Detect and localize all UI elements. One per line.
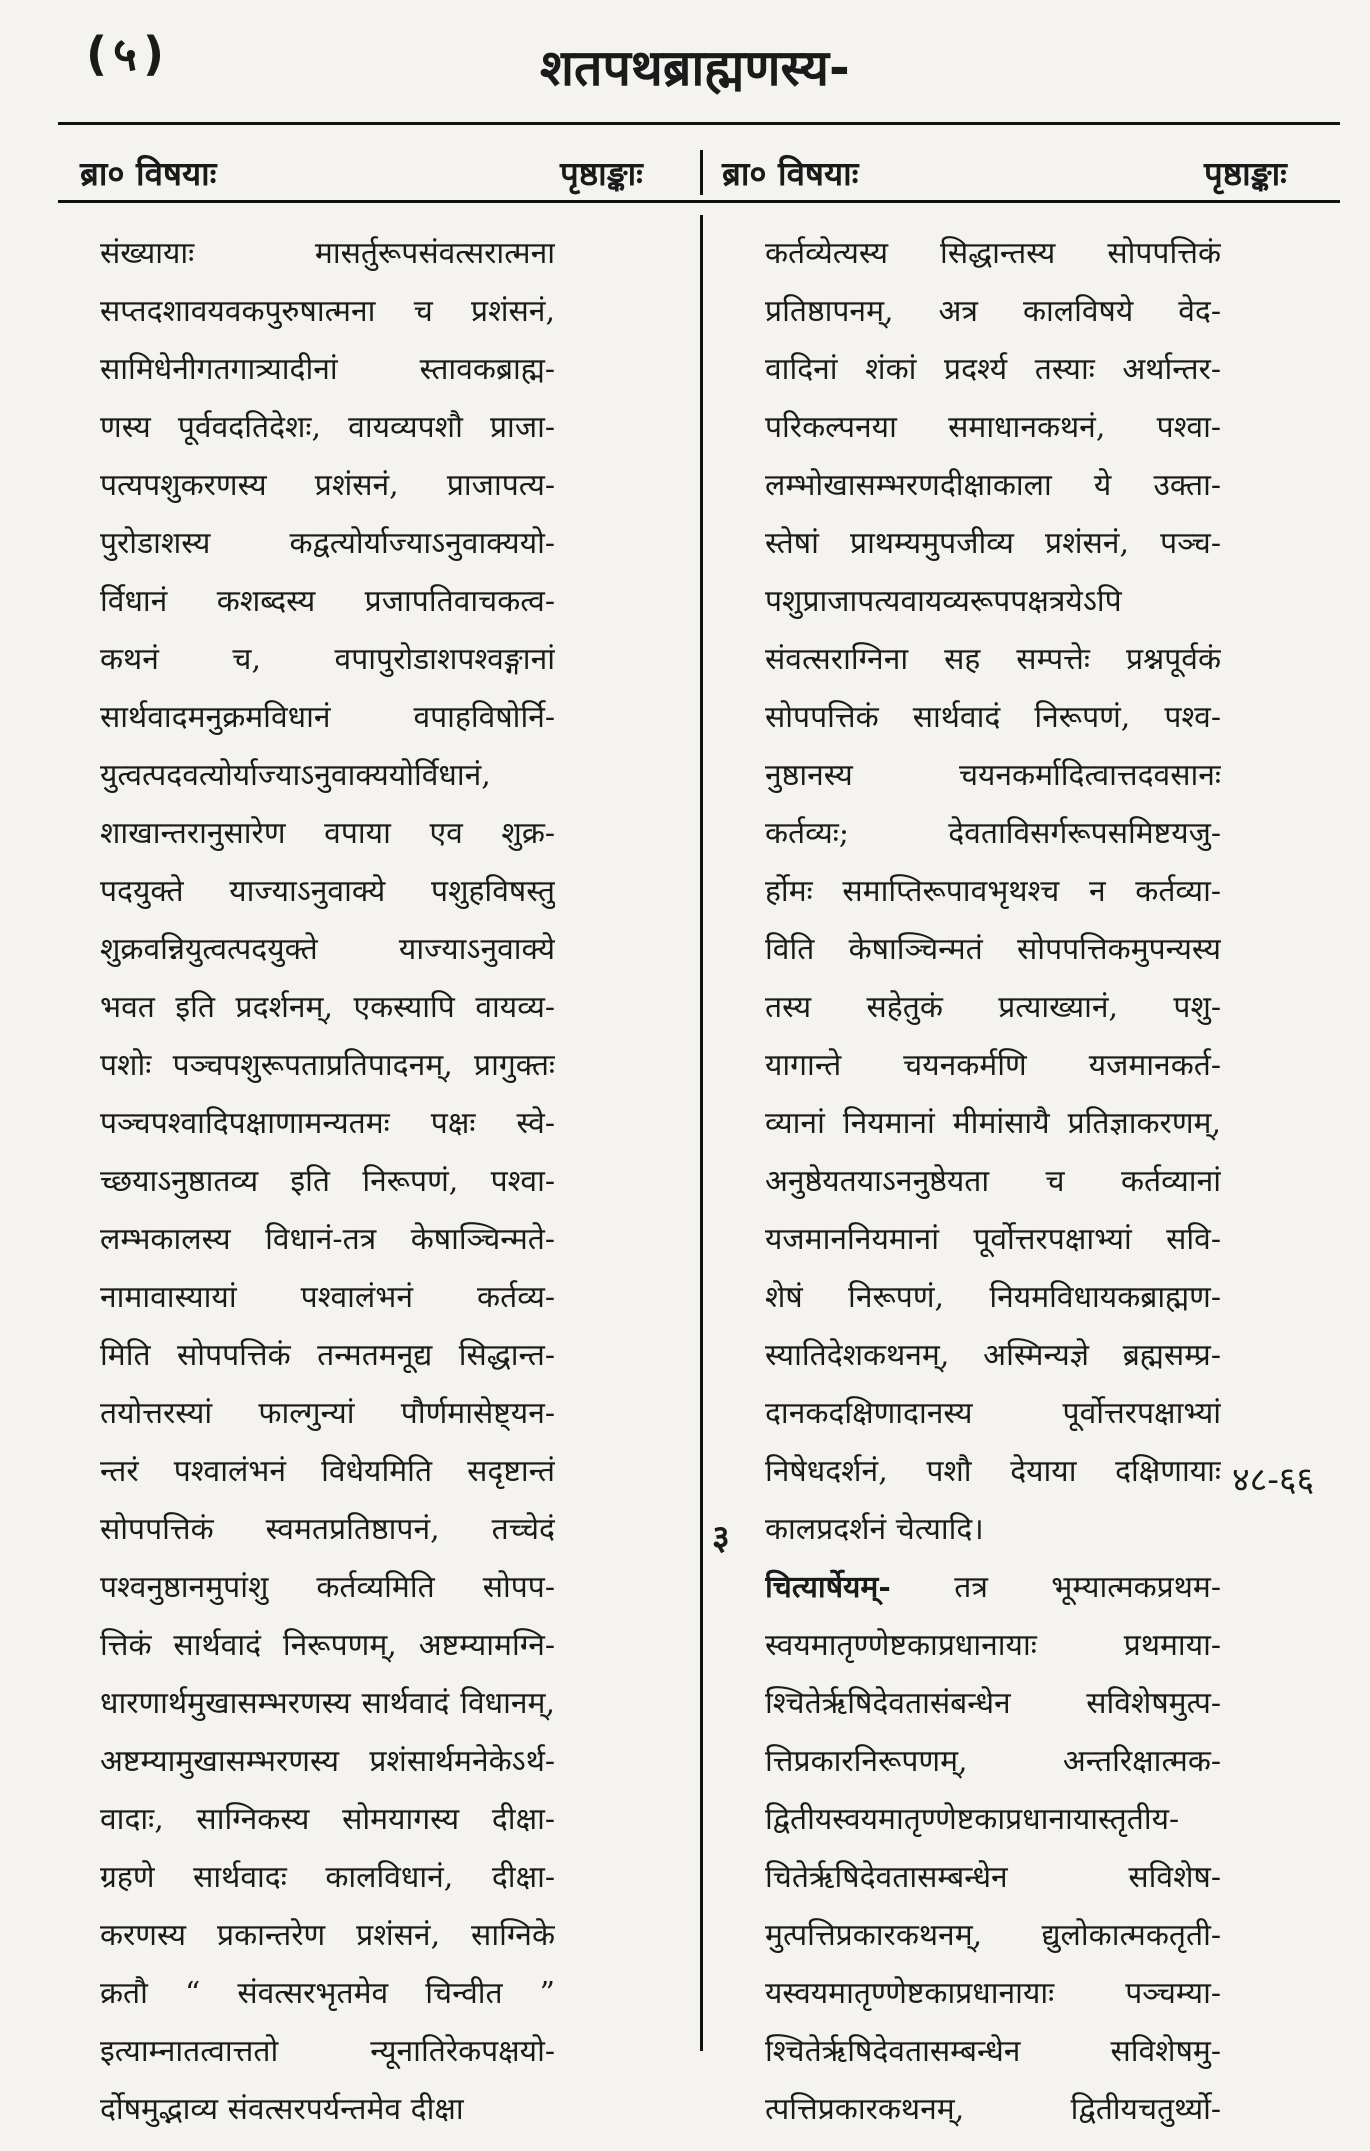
text-line: वादाः, साग्निकस्य सोमयागस्य दीक्षा- bbox=[100, 1802, 555, 1837]
text-line: शाखान्तरानुसारेण वपाया एव शुक्र- bbox=[100, 816, 555, 851]
left-column bbox=[100, 225, 555, 2139]
text-line: शुक्रवन्नियुत्वत्पदयुक्ते याज्याऽनुवाक्ये bbox=[100, 932, 555, 967]
text-line: यस्वयमातृण्णेष्टकाप्रधानायाः पञ्चम्या- bbox=[765, 1976, 1221, 2011]
text-line: न्तरं पश्वालंभनं विधेयमिति सदृष्टान्तं bbox=[100, 1454, 555, 1489]
text-line: वादिनां शंकां प्रदर्श्य तस्याः अर्थान्तर- bbox=[765, 352, 1221, 387]
text-line: पश्वनुष्ठानमुपांशु कर्तव्यमिति सोपप- bbox=[100, 1570, 555, 1605]
text-line: र्होमः समाप्तिरूपावभृथश्च न कर्तव्या- bbox=[765, 874, 1221, 909]
running-title: शतपथब्राह्मणस्य- bbox=[540, 39, 850, 97]
text-line: र्दोषमुद्भाव्य संवत्सरपर्यन्तमेव दीक्षा bbox=[100, 2092, 464, 2127]
text-line: इत्याम्नातत्वात्ततो न्यूनातिरेकपक्षयो- bbox=[100, 2034, 555, 2069]
text-line: सार्थवादमनुक्रमविधानं वपाहविषोर्नि- bbox=[100, 700, 555, 735]
text-line: र्विधानं कशब्दस्य प्रजापतिवाचकत्व- bbox=[100, 584, 555, 619]
text-line: भवत इति प्रदर्शनम्, एकस्यापि वायव्य- bbox=[100, 990, 555, 1025]
text-line: पशोः पञ्चपशुरूपताप्रतिपादनम्, प्रागुक्तः bbox=[100, 1048, 555, 1083]
text-line: लम्भोखासम्भरणदीक्षाकाला ये उक्ता- bbox=[765, 468, 1221, 503]
text-line: लम्भकालस्य विधानं-तत्र केषाञ्चिन्मते- bbox=[100, 1222, 555, 1257]
text-line: कालप्रदर्शनं चेत्यादि। bbox=[765, 1512, 984, 1547]
text-line: परिकल्पनया समाधानकथनं, पश्वा- bbox=[765, 410, 1221, 445]
text-line: संख्यायाः मासर्तुरूपसंवत्सरात्मना bbox=[100, 236, 555, 271]
text-line: करणस्य प्रकान्तरेण प्रशंसनं, साग्निके bbox=[100, 1918, 555, 1953]
left-column-header-number: ब्रा० विषयाः bbox=[80, 154, 217, 193]
text-line: नुष्ठानस्य चयनकर्मादित्वात्तदवसानः bbox=[765, 758, 1221, 793]
text-line: कथनं च, वपापुरोडाशपश्वङ्गानां bbox=[100, 642, 555, 677]
page-range-reference: ४८-६६ bbox=[1232, 1460, 1315, 1500]
text-line: सप्तदशावयवकपुरुषात्मना च प्रशंसनं, bbox=[100, 294, 555, 329]
text-line: पदयुक्ते याज्याऽनुवाक्ये पशुहविषस्तु bbox=[100, 874, 555, 909]
text-line: चितेर्ऋषिदेवतासम्बन्धेन सविशेष- bbox=[765, 1860, 1221, 1895]
text-line: क्रतौ “ संवत्सरभृतमेव चिन्वीत ” bbox=[100, 1976, 555, 2011]
header-divider bbox=[700, 150, 703, 195]
text-line: व्यानां नियमानां मीमांसायै प्रतिज्ञाकरणम्, bbox=[765, 1106, 1221, 1141]
text-line: त्पत्तिप्रकारकथनम्, द्वितीयचतुर्थ्यो- bbox=[765, 2092, 1221, 2127]
text-line: स्तेषां प्राथम्यमुपजीव्य प्रशंसनं, पञ्च- bbox=[765, 526, 1221, 561]
text-line: यागान्ते चयनकर्मणि यजमानकर्त- bbox=[765, 1048, 1221, 1083]
text-line: पुरोडाशस्य कद्वत्योर्याज्याऽनुवाक्ययो- bbox=[100, 526, 555, 561]
text-line: शेषं निरूपणं, नियमविधायकब्राह्मण- bbox=[765, 1280, 1221, 1315]
text-line: णस्य पूर्ववदतिदेशः, वायव्यपशौ प्राजा- bbox=[100, 410, 555, 445]
text-line: पशुप्राजापत्यवायव्यरूपपक्षत्रयेऽपि bbox=[765, 584, 1122, 619]
text-line: कर्तव्यः; देवताविसर्गरूपसमिष्टयजु- bbox=[765, 816, 1221, 851]
text-line: सोपपत्तिकं सार्थवादं निरूपणं, पश्व- bbox=[765, 700, 1221, 735]
section-heading: चित्यार्षेयम्- bbox=[765, 1570, 891, 1605]
right-column-header-number: ब्रा० विषयाः bbox=[722, 154, 859, 193]
section-heading-text: तत्र भूम्यात्मकप्रथम- bbox=[954, 1570, 1221, 1605]
text-line: प्रतिष्ठापनम्, अत्र कालविषये वेद- bbox=[765, 294, 1221, 329]
text-line: स्यातिदेशकथनम्, अस्मिन्यज्ञे ब्रह्मसम्प्र- bbox=[765, 1338, 1221, 1373]
header-bottom-rule bbox=[58, 200, 1340, 203]
text-line: निषेधदर्शनं, पशौ देयाया दक्षिणायाः bbox=[765, 1454, 1221, 1489]
text-line: संवत्सराग्निना सह सम्पत्तेः प्रश्नपूर्वकं bbox=[765, 642, 1221, 677]
right-column-header-pages: पृष्ठाङ्काः bbox=[1204, 154, 1287, 193]
text-line: तस्य सहेतुकं प्रत्याख्यानं, पशु- bbox=[765, 990, 1221, 1025]
text-line: युत्वत्पदवत्योर्याज्याऽनुवाक्ययोर्विधानं, bbox=[100, 758, 491, 793]
page-number: (५) bbox=[86, 27, 170, 81]
text-line: यजमाननियमानां पूर्वोत्तरपक्षाभ्यां सवि- bbox=[765, 1222, 1221, 1257]
text-line: द्वितीयस्वयमातृण्णेष्टकाप्रधानायास्तृतीय- bbox=[765, 1802, 1180, 1837]
text-line: अनुष्ठेयतयाऽननुष्ठेयता च कर्तव्यानां bbox=[765, 1164, 1221, 1199]
text-line: मुत्पत्तिप्रकारकथनम्, द्युलोकात्मकतृती- bbox=[765, 1918, 1221, 1953]
text-line: श्चितेर्ऋषिदेवतासंबन्धेन सविशेषमुत्प- bbox=[765, 1686, 1221, 1721]
text-line: श्चितेर्ऋषिदेवतासम्बन्धेन सविशेषमु- bbox=[765, 2034, 1221, 2069]
text-line: सामिधेनीगतगात्र्यादीनां स्तावकब्राह्म- bbox=[100, 352, 555, 387]
text-line: विति केषाञ्चिन्मतं सोपपत्तिकमुपन्यस्य bbox=[765, 932, 1221, 967]
text-line: दानकदक्षिणादानस्य पूर्वोत्तरपक्षाभ्यां bbox=[765, 1396, 1221, 1431]
text-line: कर्तव्येत्यस्य सिद्धान्तस्य सोपपत्तिकं bbox=[765, 236, 1221, 271]
column-divider bbox=[700, 215, 703, 2051]
section-heading-line bbox=[765, 1559, 1221, 1617]
left-column-header-pages: पृष्ठाङ्काः bbox=[560, 154, 643, 193]
text-line: नामावास्यायां पश्वालंभनं कर्तव्य- bbox=[100, 1280, 555, 1315]
right-column bbox=[765, 225, 1221, 2139]
text-line: धारणार्थमुखासम्भरणस्य सार्थवादं विधानम्, bbox=[100, 1686, 555, 1721]
text-line: मिति सोपपत्तिकं तन्मतमनूद्य सिद्धान्त- bbox=[100, 1338, 555, 1373]
section-number: ३ bbox=[712, 1518, 730, 1558]
text-line: सोपपत्तिकं स्वमतप्रतिष्ठापनं, तच्चेदं bbox=[100, 1512, 555, 1547]
text-line: अष्टम्यामुखासम्भरणस्य प्रशंसार्थमनेकेऽर्थ- bbox=[100, 1744, 555, 1779]
text-line: त्तिकं सार्थवादं निरूपणम्, अष्टम्यामग्नि- bbox=[100, 1628, 555, 1663]
text-line: पत्यपशुकरणस्य प्रशंसनं, प्राजापत्य- bbox=[100, 468, 555, 503]
header-top-rule bbox=[58, 122, 1340, 125]
text-line: पञ्चपश्वादिपक्षाणामन्यतमः पक्षः स्वे- bbox=[100, 1106, 555, 1141]
text-line: स्वयमातृण्णेष्टकाप्रधानायाः प्रथमाया- bbox=[765, 1628, 1221, 1663]
text-line: त्तिप्रकारनिरूपणम्, अन्तरिक्षात्मक- bbox=[765, 1744, 1221, 1779]
text-line: तयोत्तरस्यां फाल्गुन्यां पौर्णमासेष्ट्यन- bbox=[100, 1396, 555, 1431]
text-line: ग्रहणे सार्थवादः कालविधानं, दीक्षा- bbox=[100, 1860, 555, 1895]
text-line: च्छयाऽनुष्ठातव्य इति निरूपणं, पश्वा- bbox=[100, 1164, 555, 1199]
